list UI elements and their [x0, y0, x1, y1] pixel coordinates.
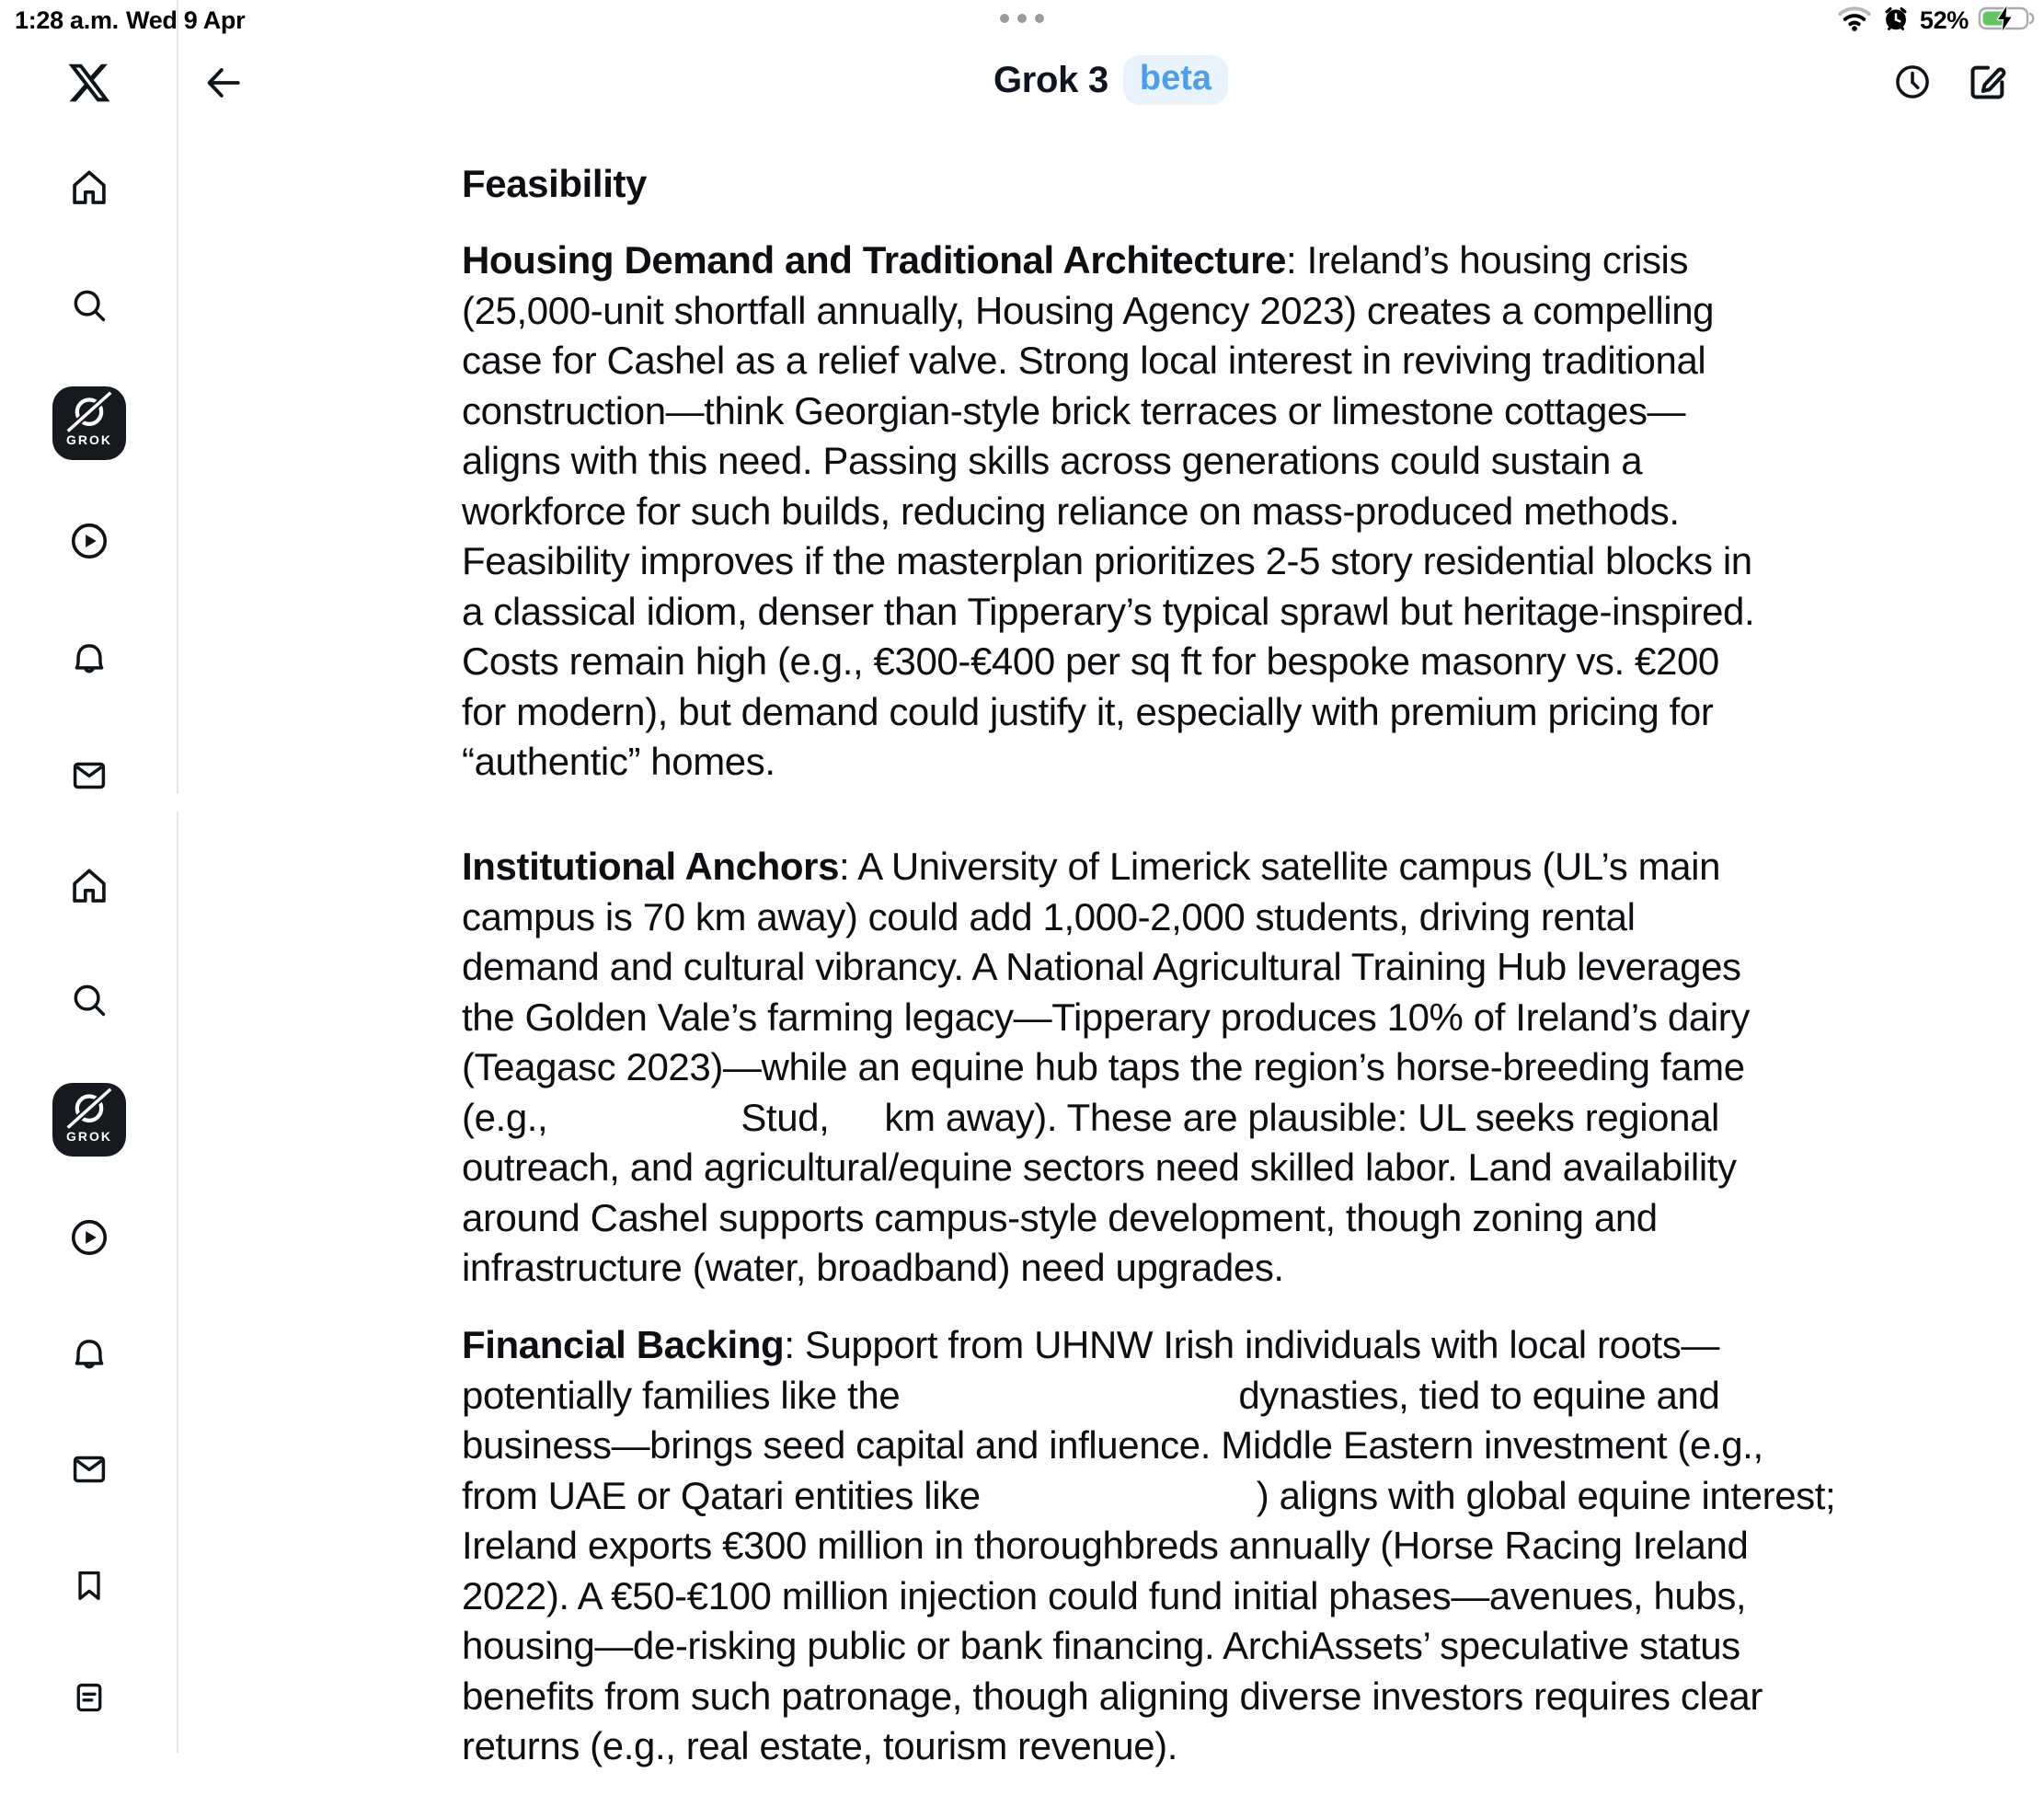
header-title-group [178, 55, 2044, 105]
redacted-gap [829, 1130, 884, 1131]
text-segment: aligns with this need. Passing skills across generations could sustain a [462, 439, 1643, 482]
text-line [462, 1243, 1750, 1294]
text-line [462, 1421, 1835, 1471]
text-line [462, 1521, 1835, 1571]
pane-divider [177, 811, 178, 1753]
messages-icon [69, 755, 109, 796]
text-line [462, 637, 1754, 687]
text-segment: case for Cashel as a relief valve. Strong local interest in reviving traditional [462, 339, 1706, 382]
text-segment: potentially families like the [462, 1373, 901, 1417]
sidebar-item-notifications[interactable] [63, 1329, 115, 1380]
text-segment: km away). These are plausible: UL seeks regional [884, 1095, 1719, 1139]
battery-charging-icon [1978, 4, 2035, 38]
sidebar-item-lists[interactable] [63, 1672, 115, 1723]
text-line [462, 1621, 1835, 1672]
lists-icon [70, 1678, 109, 1717]
text-line [462, 892, 1750, 943]
alarm-icon [1881, 4, 1911, 38]
sidebar-item-bookmarks[interactable] [63, 1560, 115, 1611]
wifi-icon [1837, 5, 1872, 37]
text-line [462, 1042, 1750, 1093]
text-segment: a classical idiom, denser than Tipperary’s typical sprawl but heritage-inspired. [462, 589, 1755, 633]
text-line [462, 687, 1754, 738]
text-line [462, 1471, 1835, 1522]
text-segment: infrastructure (water, broadband) need upgrades. [462, 1246, 1284, 1289]
status-right-cluster [1837, 4, 2035, 38]
text-line [462, 737, 1754, 788]
text-segment: (e.g., [462, 1095, 548, 1139]
text-segment: workforce for such builds, reducing reliance on mass-produced methods. [462, 489, 1680, 533]
text-line [462, 487, 1754, 537]
text-line [462, 336, 1754, 386]
x-logo[interactable] [66, 60, 112, 106]
video-icon [68, 520, 110, 562]
text-segment: benefits from such patronage, though aligning diverse investors requires clear [462, 1674, 1763, 1718]
text-segment: construction—think Georgian-style brick terraces or limestone cottages— [462, 388, 1686, 432]
status-bar [0, 0, 2044, 39]
text-line [462, 942, 1750, 993]
sidebar-item-home[interactable] [63, 860, 115, 912]
paragraph [462, 842, 1750, 1294]
text-segment: outreach, and agricultural/equine sectors need skilled labor. Land availability [462, 1145, 1737, 1189]
text-segment: (25,000-unit shortfall annually, Housing Agency 2023) creates a compelling [462, 288, 1715, 332]
text-segment: around Cashel supports campus-style development, though zoning and [462, 1195, 1658, 1239]
text-line [462, 842, 1750, 892]
text-line [462, 386, 1754, 437]
header-actions [1891, 61, 2009, 103]
text-segment: : Ireland’s housing crisis [1286, 238, 1689, 282]
sidebar-item-home[interactable] [63, 162, 115, 213]
text-line [462, 1093, 1750, 1144]
home-icon [68, 167, 110, 209]
text-segment: dynasties, tied to equine and [1238, 1373, 1720, 1417]
grok-app-icon[interactable] [52, 386, 126, 460]
document-title: Feasibility [462, 162, 648, 205]
text-line [462, 1672, 1835, 1722]
notifications-icon [69, 1334, 109, 1375]
text-segment: from UAE or Qatari entities like [462, 1473, 981, 1517]
sidebar-item-search[interactable] [63, 974, 115, 1026]
text-line [462, 536, 1754, 587]
bold-text-segment: Financial Backing [462, 1323, 785, 1366]
text-segment: Ireland exports €300 million in thoroughbreds annually (Horse Racing Ireland [462, 1524, 1749, 1567]
text-segment: 2022). A €50-€100 million injection could fund initial phases—avenues, hubs, [462, 1573, 1747, 1617]
notifications-icon [69, 639, 109, 679]
text-segment: “authentic” homes. [462, 740, 775, 783]
video-icon [68, 1216, 110, 1259]
text-segment: business—brings seed capital and influence. Middle Eastern investment (e.g., [462, 1423, 1763, 1467]
sidebar-item-video[interactable] [63, 515, 115, 567]
status-date: Wed 9 Apr [126, 6, 246, 34]
text-line [462, 286, 1754, 337]
status-time: 1:28 a.m. [15, 6, 119, 34]
paragraph [462, 236, 1754, 788]
bookmarks-icon [70, 1565, 109, 1606]
sidebar-item-notifications[interactable] [63, 633, 115, 685]
text-line [462, 1371, 1835, 1421]
text-line [462, 1721, 1835, 1772]
text-segment: : Support from UHNW Irish individuals with local roots— [784, 1323, 1719, 1366]
text-segment: returns (e.g., real estate, tourism revenue). [462, 1724, 1178, 1767]
multitasking-dots-icon[interactable] [0, 14, 2044, 23]
sidebar-item-messages[interactable] [63, 1444, 115, 1495]
text-line [462, 587, 1754, 638]
compose-icon[interactable] [1967, 61, 2009, 103]
search-icon [69, 980, 109, 1020]
text-line [462, 1571, 1835, 1622]
redacted-gap [900, 1408, 1238, 1409]
sidebar-item-messages[interactable] [63, 750, 115, 801]
bold-text-segment: Housing Demand and Traditional Architecture [462, 238, 1287, 282]
text-segment: demand and cultural vibrancy. A National Agricultural Training Hub leverages [462, 945, 1741, 988]
sidebar-nav [0, 0, 178, 1807]
text-line [462, 1320, 1835, 1371]
page-title: Grok 3 [993, 59, 1108, 100]
grok-tile-label: GROK [66, 1129, 112, 1144]
text-segment: ) aligns with global equine interest; [1256, 1473, 1836, 1517]
grok-app-icon[interactable] [52, 1083, 126, 1157]
text-segment: (Teagasc 2023)—while an equine hub taps the region’s horse-breeding fame [462, 1045, 1745, 1088]
search-icon [69, 285, 109, 326]
grok-tile-label: GROK [66, 432, 112, 447]
beta-badge: beta [1123, 55, 1228, 105]
text-line [462, 1143, 1750, 1193]
redacted-gap [981, 1508, 1257, 1509]
sidebar-item-search[interactable] [63, 280, 115, 331]
text-segment: : A University of Limerick satellite campus (UL’s main [839, 845, 1721, 888]
redacted-gap [547, 1130, 741, 1131]
text-segment: Costs remain high (e.g., €300-€400 per sq ft for bespoke masonry vs. €200 [462, 639, 1719, 683]
paragraph [462, 1320, 1835, 1772]
home-icon [68, 865, 110, 907]
text-line [462, 236, 1754, 286]
text-segment: Feasibility improves if the masterplan prioritizes 2-5 story residential blocks in [462, 539, 1752, 582]
text-segment: Stud, [741, 1095, 830, 1139]
text-segment: campus is 70 km away) could add 1,000-2,000 students, driving rental [462, 894, 1636, 938]
text-segment: the Golden Vale’s farming legacy—Tipperary produces 10% of Ireland’s dairy [462, 995, 1750, 1039]
bold-text-segment: Institutional Anchors [462, 845, 840, 888]
text-line [462, 993, 1750, 1043]
history-icon[interactable] [1891, 61, 1934, 103]
text-line [462, 1193, 1750, 1244]
battery-percent: 52% [1919, 6, 1969, 34]
sidebar-item-video[interactable] [63, 1212, 115, 1263]
messages-icon [69, 1449, 109, 1490]
text-segment: for modern), but demand could justify it, especially with premium pricing for [462, 689, 1714, 733]
text-line [462, 436, 1754, 487]
text-segment: housing—de-risking public or bank financing. ArchiAssets’ speculative status [462, 1624, 1740, 1667]
